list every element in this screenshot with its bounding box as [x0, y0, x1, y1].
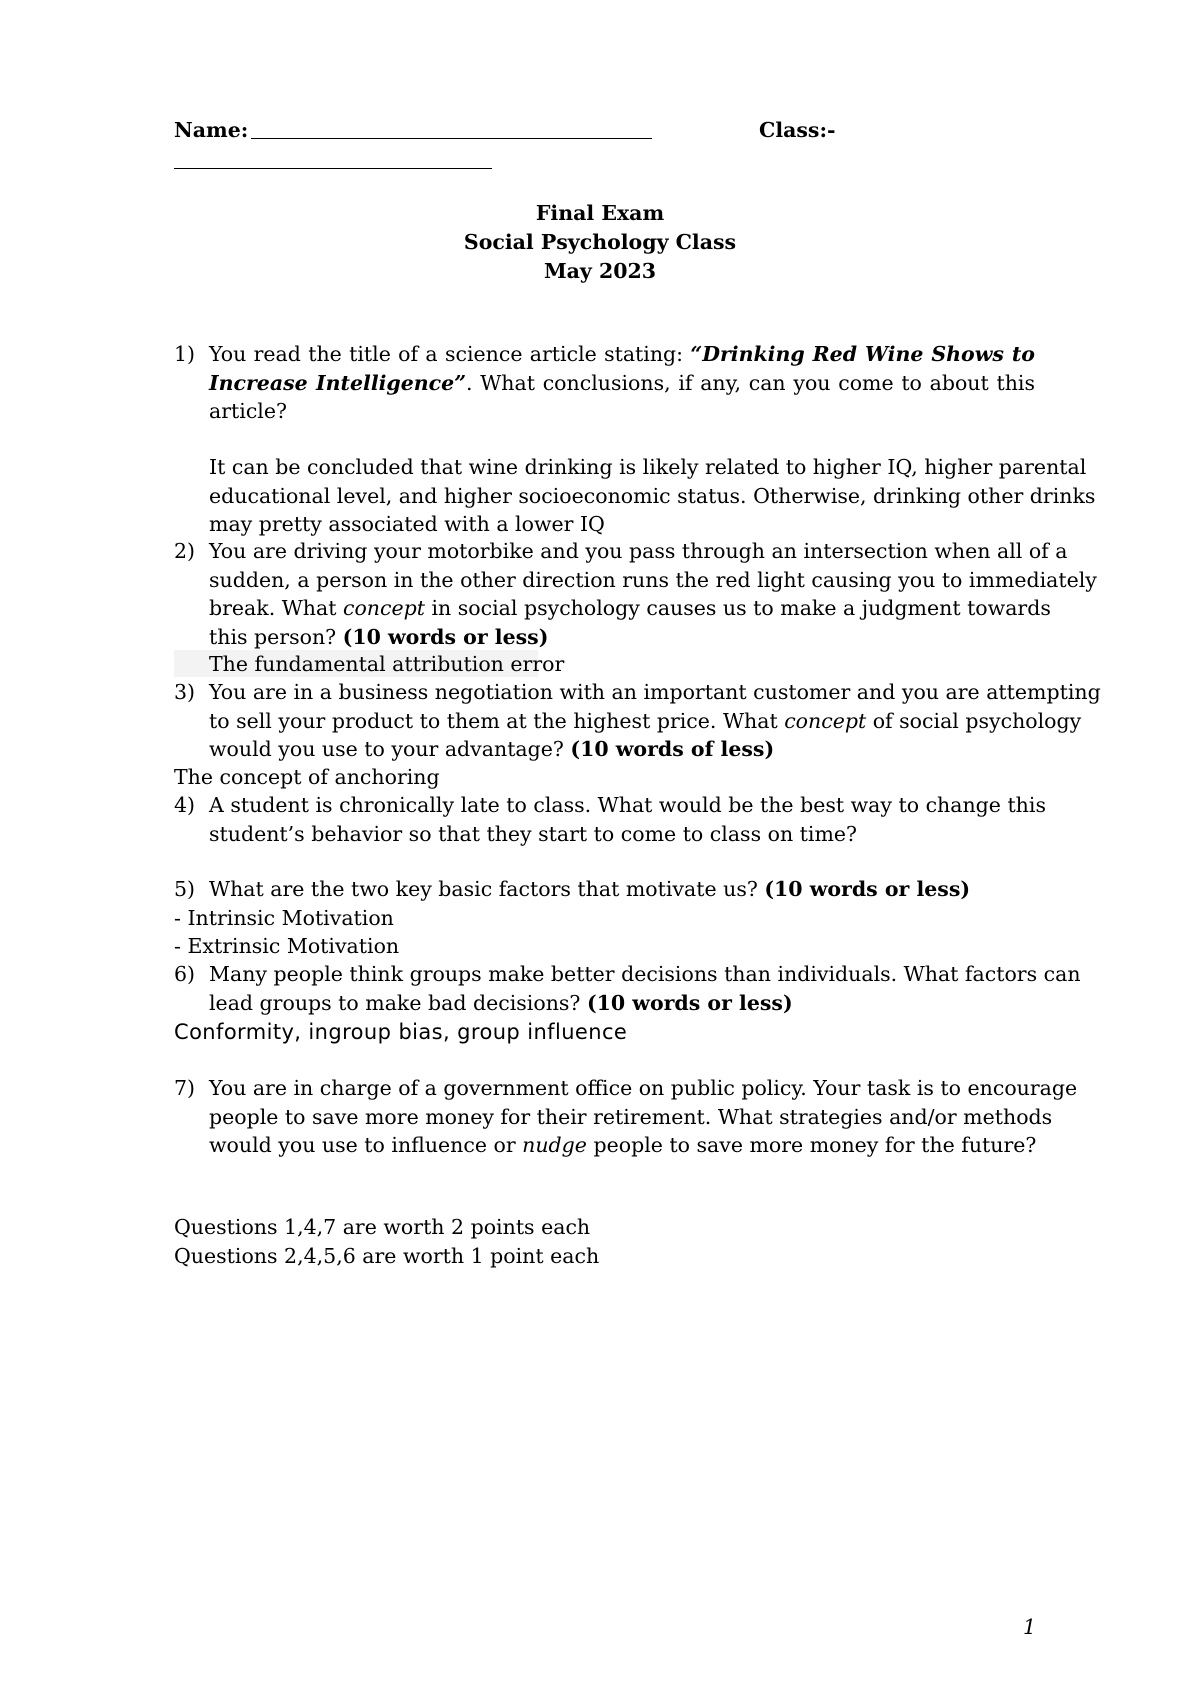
class-blank-line[interactable] — [174, 168, 492, 169]
name-blank-line[interactable] — [251, 138, 652, 139]
question-4: A student is chronically late to class. What would be the best way to change this student’s behavior so that they start to come to class on time? — [209, 793, 1046, 846]
question-number: 4) — [174, 793, 196, 817]
answer-5-item[interactable]: - Intrinsic Motivation — [174, 906, 394, 930]
question-5: What are the two key basic factors that motivate us? (10 words or less) — [209, 877, 971, 901]
question-2: You are driving your motorbike and you pass through an intersection when all of a sudden, a person in the other direction runs the red light causing you to immediately break. What concept in social psychology causes us to make a judgment towards this person? (10 words or less) — [209, 539, 1097, 649]
question-number: 1) — [174, 342, 196, 366]
points-note: Questions 1,4,7 are worth 2 points each — [174, 1215, 591, 1239]
answer-5-item[interactable]: - Extrinsic Motivation — [174, 934, 400, 958]
class-label: Class:- — [759, 118, 836, 142]
page-number: 1 — [1023, 1615, 1037, 1639]
question-number: 3) — [174, 680, 196, 704]
question-number: 5) — [174, 877, 196, 901]
question-6: Many people think groups make better decisions than individuals. What factors can lead groups to make bad decisions? (10 words or less) — [209, 962, 1081, 1015]
course-title: Social Psychology Class — [463, 230, 737, 254]
answer-3[interactable]: The concept of anchoring — [174, 765, 440, 789]
exam-date: May 2023 — [543, 259, 657, 283]
points-note: Questions 2,4,5,6 are worth 1 point each — [174, 1244, 600, 1268]
answer-1[interactable]: It can be concluded that wine drinking is likely related to higher IQ, higher parental educational level, and higher socioeconomic status. Otherwise, drinking other drinks may pretty associated with a lower IQ — [209, 455, 1096, 536]
question-number: 6) — [174, 962, 196, 986]
exam-title: Final Exam — [535, 201, 665, 225]
question-3: You are in a business negotiation with an important customer and you are attempting to sell your product to them at the highest price. What concept of social psychology would you use to your advantage? (10 words of less) — [209, 680, 1101, 761]
answer-6[interactable]: Conformity, ingroup bias, group influence — [174, 1020, 628, 1044]
question-number: 2) — [174, 539, 196, 563]
name-label: Name: — [174, 118, 249, 142]
question-number: 7) — [174, 1076, 196, 1100]
question-1: You read the title of a science article stating: “Drinking Red Wine Shows to Increase Intelligence”. What conclusions, if any, can you come to about this article? — [209, 342, 1035, 423]
question-7: You are in charge of a government office on public policy. Your task is to encourage people to save more money for their retirement. What strategies and/or methods would you use to influence or nudge people to save more money for the future? — [209, 1076, 1078, 1157]
article-title: “Drinking Red Wine Shows to — [690, 342, 1035, 366]
answer-2[interactable]: The fundamental attribution error — [209, 652, 565, 676]
